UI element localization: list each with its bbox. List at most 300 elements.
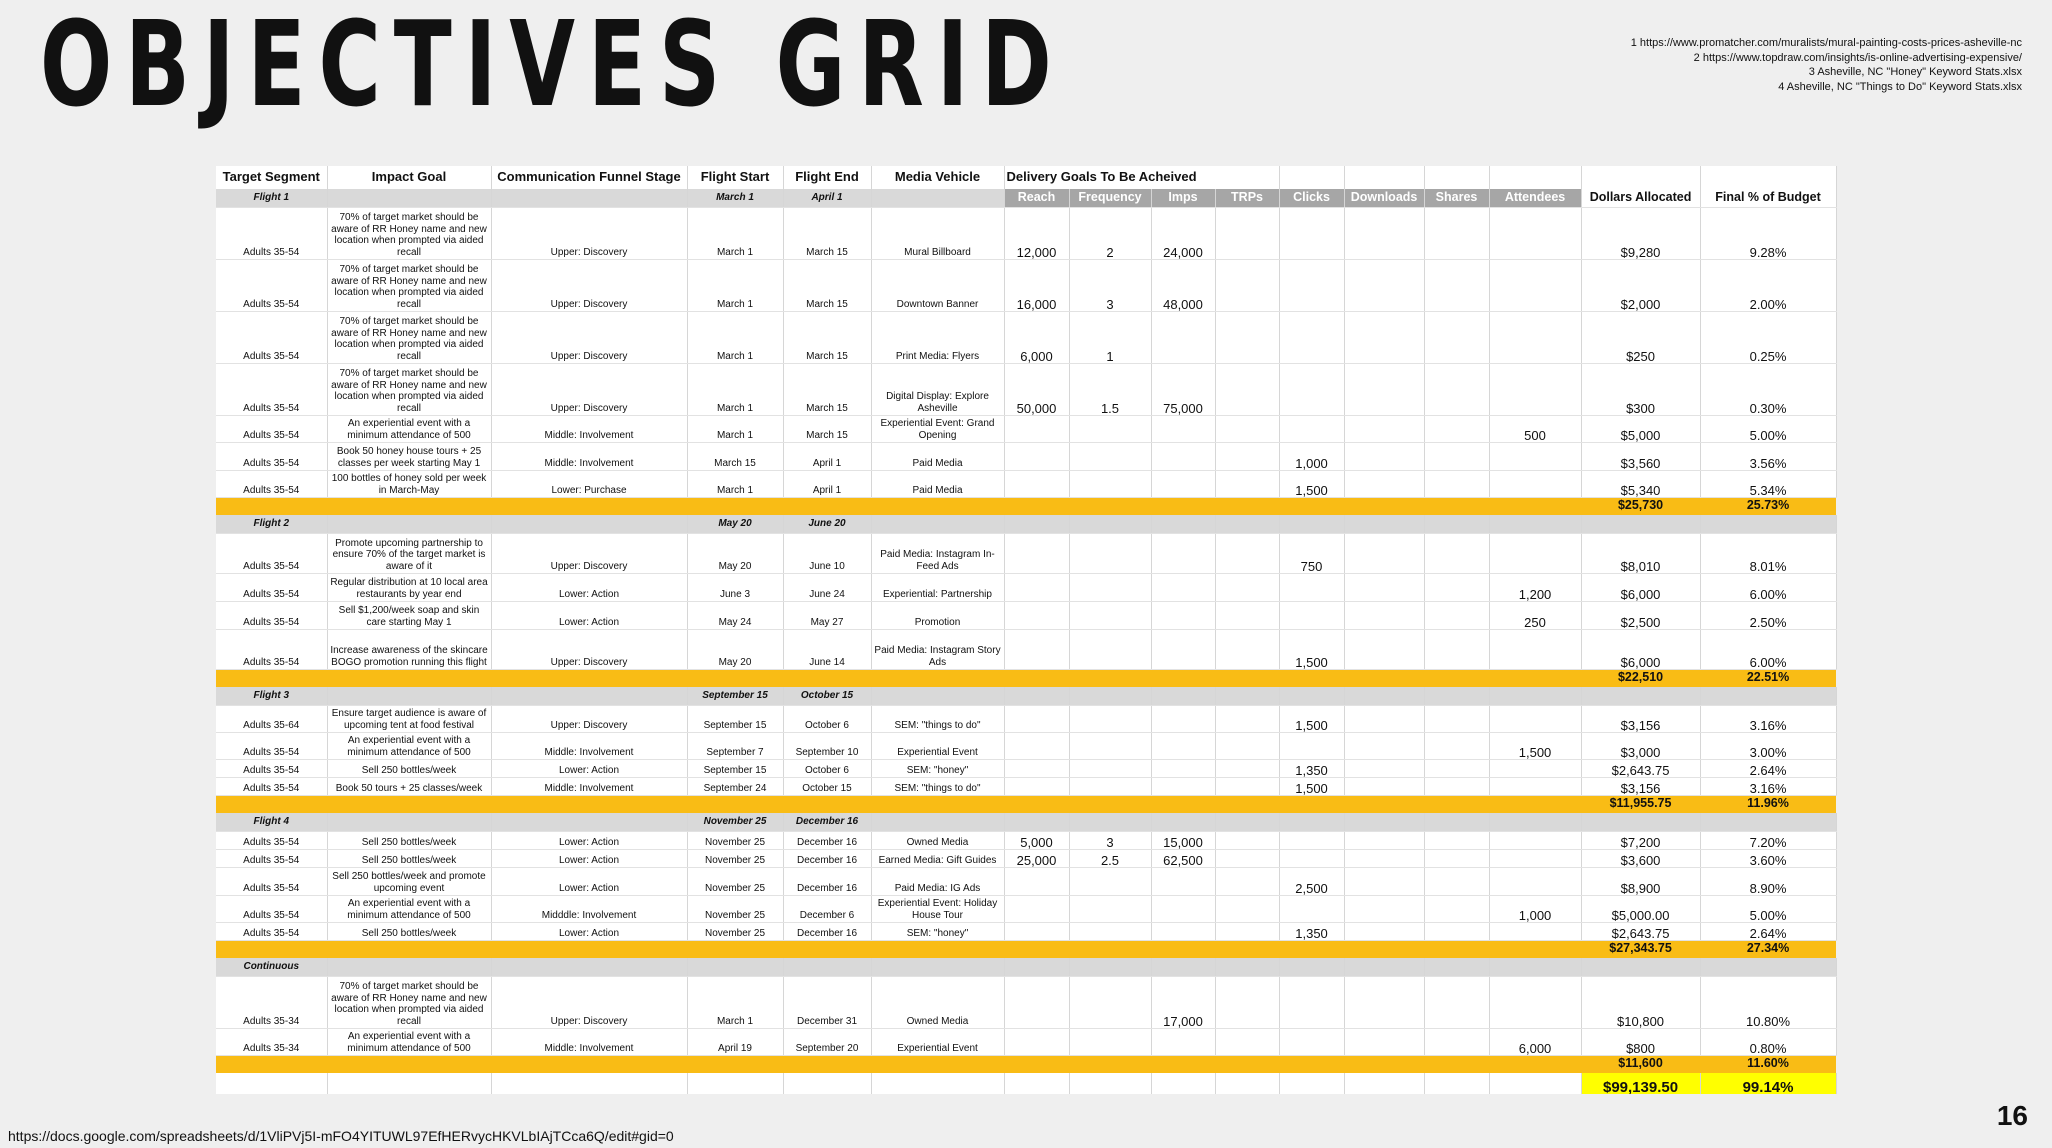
table-cell[interactable]: $800 (1581, 1029, 1700, 1056)
table-cell[interactable] (1215, 868, 1279, 896)
table-cell[interactable]: Adults 35-54 (216, 923, 327, 941)
flight-label[interactable]: Flight 1 (216, 189, 327, 208)
table-cell[interactable] (1344, 364, 1424, 416)
table-cell[interactable] (783, 1056, 871, 1074)
table-cell[interactable] (1215, 813, 1279, 832)
table-cell[interactable]: Middle: Involvement (491, 733, 687, 760)
table-cell[interactable]: April 1 (783, 443, 871, 471)
table-cell[interactable] (1004, 813, 1069, 832)
table-cell[interactable] (327, 1056, 491, 1074)
table-cell[interactable] (1151, 733, 1215, 760)
table-cell[interactable] (1004, 602, 1069, 630)
table-cell[interactable]: 3.00% (1700, 733, 1836, 760)
table-cell[interactable] (1424, 1056, 1489, 1074)
table-cell[interactable]: Adults 35-54 (216, 896, 327, 923)
table-cell[interactable] (1215, 602, 1279, 630)
flight-start[interactable]: November 25 (687, 813, 783, 832)
table-cell[interactable] (1279, 515, 1344, 534)
table-cell[interactable] (1069, 670, 1151, 688)
table-cell[interactable]: Adults 35-54 (216, 850, 327, 868)
table-cell[interactable]: 9.28% (1700, 208, 1836, 260)
source-url[interactable]: https://docs.google.com/spreadsheets/d/1VliPVj5I-mFO4YITUWL97EfHERvycHKVLbIAjTCca6Q/edit#gid=0 (8, 1128, 674, 1144)
table-cell[interactable] (1004, 498, 1069, 516)
table-cell[interactable]: 70% of target market should be aware of RR Honey name and new location when prompted via aided recall (327, 260, 491, 312)
table-cell[interactable] (1151, 498, 1215, 516)
table-cell[interactable] (1489, 1056, 1581, 1074)
table-cell[interactable]: Experiential Event: Grand Opening (871, 416, 1004, 443)
table-cell[interactable] (687, 796, 783, 814)
table-cell[interactable] (1424, 630, 1489, 670)
table-cell[interactable] (1344, 733, 1424, 760)
table-cell[interactable]: 3 (1069, 260, 1151, 312)
table-cell[interactable] (1004, 534, 1069, 574)
table-cell[interactable] (1424, 923, 1489, 941)
table-cell[interactable]: An experiential event with a minimum attendance of 500 (327, 896, 491, 923)
table-cell[interactable]: Experiential Event: Holiday House Tour (871, 896, 1004, 923)
table-cell[interactable] (1004, 471, 1069, 498)
table-cell[interactable] (491, 1056, 687, 1074)
table-cell[interactable] (1344, 670, 1424, 688)
table-cell[interactable] (1151, 670, 1215, 688)
table-cell[interactable] (1424, 941, 1489, 959)
table-cell[interactable]: November 25 (687, 896, 783, 923)
table-cell[interactable] (1700, 958, 1836, 977)
table-cell[interactable] (1581, 813, 1700, 832)
table-cell[interactable] (1004, 958, 1069, 977)
table-cell[interactable] (1215, 923, 1279, 941)
table-cell[interactable] (1489, 832, 1581, 850)
table-cell[interactable] (1700, 813, 1836, 832)
table-cell[interactable] (1069, 1029, 1151, 1056)
table-cell[interactable]: 75,000 (1151, 364, 1215, 416)
table-cell[interactable]: $2,000 (1581, 260, 1700, 312)
table-cell[interactable] (1215, 778, 1279, 796)
table-cell[interactable] (1424, 498, 1489, 516)
table-cell[interactable] (327, 687, 491, 706)
table-cell[interactable] (1151, 1056, 1215, 1074)
table-cell[interactable]: June 14 (783, 630, 871, 670)
table-cell[interactable] (1489, 260, 1581, 312)
table-cell[interactable]: March 15 (783, 208, 871, 260)
table-cell[interactable]: Adults 35-54 (216, 534, 327, 574)
table-cell[interactable]: 6.00% (1700, 574, 1836, 602)
table-cell[interactable] (687, 498, 783, 516)
table-cell[interactable]: October 6 (783, 760, 871, 778)
flight-start[interactable]: March 1 (687, 189, 783, 208)
table-cell[interactable] (1279, 733, 1344, 760)
table-cell[interactable]: May 27 (783, 602, 871, 630)
table-cell[interactable]: Middle: Involvement (491, 443, 687, 471)
table-cell[interactable] (1151, 312, 1215, 364)
table-cell[interactable] (1424, 260, 1489, 312)
table-cell[interactable] (1215, 498, 1279, 516)
table-cell[interactable]: 2 (1069, 208, 1151, 260)
flight-start[interactable]: September 15 (687, 687, 783, 706)
table-cell[interactable]: Lower: Action (491, 602, 687, 630)
table-cell[interactable] (1215, 733, 1279, 760)
table-cell[interactable]: Lower: Action (491, 868, 687, 896)
table-cell[interactable] (1215, 706, 1279, 733)
metric-header[interactable]: Attendees (1489, 189, 1581, 208)
total-dollars[interactable]: $22,510 (1581, 670, 1700, 688)
table-cell[interactable] (1489, 760, 1581, 778)
table-cell[interactable] (1424, 832, 1489, 850)
table-cell[interactable] (1151, 602, 1215, 630)
table-cell[interactable]: 3.60% (1700, 850, 1836, 868)
table-cell[interactable] (1489, 813, 1581, 832)
table-cell[interactable] (216, 1056, 327, 1074)
table-cell[interactable]: Lower: Purchase (491, 471, 687, 498)
table-cell[interactable]: 1,350 (1279, 760, 1344, 778)
table-cell[interactable] (1344, 850, 1424, 868)
table-cell[interactable]: Adults 35-34 (216, 977, 327, 1029)
table-cell[interactable] (871, 813, 1004, 832)
table-cell[interactable] (1069, 443, 1151, 471)
table-cell[interactable] (1215, 941, 1279, 959)
table-cell[interactable] (1489, 630, 1581, 670)
table-cell[interactable]: Experiential Event (871, 733, 1004, 760)
table-cell[interactable]: November 25 (687, 868, 783, 896)
table-cell[interactable]: Earned Media: Gift Guides (871, 850, 1004, 868)
table-cell[interactable] (1344, 416, 1424, 443)
table-cell[interactable]: June 24 (783, 574, 871, 602)
table-cell[interactable] (1279, 260, 1344, 312)
table-cell[interactable]: Adults 35-64 (216, 706, 327, 733)
table-cell[interactable] (1215, 977, 1279, 1029)
table-cell[interactable]: Adults 35-54 (216, 778, 327, 796)
table-cell[interactable]: December 6 (783, 896, 871, 923)
table-cell[interactable] (1279, 574, 1344, 602)
metric-header[interactable]: Downloads (1344, 189, 1424, 208)
table-cell[interactable] (871, 498, 1004, 516)
table-cell[interactable]: March 1 (687, 260, 783, 312)
table-cell[interactable] (1489, 706, 1581, 733)
table-cell[interactable]: 1 (1069, 312, 1151, 364)
table-cell[interactable] (1279, 498, 1344, 516)
table-cell[interactable]: An experiential event with a minimum attendance of 500 (327, 733, 491, 760)
table-cell[interactable]: 70% of target market should be aware of RR Honey name and new location when prompted via aided recall (327, 364, 491, 416)
table-cell[interactable] (1279, 850, 1344, 868)
table-cell[interactable] (491, 796, 687, 814)
table-cell[interactable] (1424, 312, 1489, 364)
metric-header[interactable]: Reach (1004, 189, 1069, 208)
table-cell[interactable] (1151, 778, 1215, 796)
table-cell[interactable] (1151, 515, 1215, 534)
table-cell[interactable]: Paid Media (871, 471, 1004, 498)
table-cell[interactable]: $300 (1581, 364, 1700, 416)
table-cell[interactable]: 3.56% (1700, 443, 1836, 471)
table-cell[interactable] (687, 1073, 783, 1094)
table-cell[interactable] (1004, 941, 1069, 959)
table-cell[interactable] (1151, 796, 1215, 814)
table-cell[interactable]: Ensure target audience is aware of upcoming tent at food festival (327, 706, 491, 733)
table-cell[interactable]: Upper: Discovery (491, 364, 687, 416)
table-cell[interactable] (491, 498, 687, 516)
table-cell[interactable]: December 16 (783, 850, 871, 868)
table-cell[interactable] (327, 498, 491, 516)
flight-label[interactable]: Flight 2 (216, 515, 327, 534)
table-cell[interactable] (783, 670, 871, 688)
table-cell[interactable]: $5,000.00 (1581, 896, 1700, 923)
table-cell[interactable]: 5,000 (1004, 832, 1069, 850)
table-cell[interactable] (1069, 958, 1151, 977)
table-cell[interactable] (1004, 977, 1069, 1029)
table-cell[interactable] (1424, 760, 1489, 778)
table-cell[interactable] (1151, 868, 1215, 896)
total-dollars[interactable]: $11,600 (1581, 1056, 1700, 1074)
table-cell[interactable] (1344, 977, 1424, 1029)
table-cell[interactable] (1215, 1056, 1279, 1074)
table-cell[interactable] (1489, 443, 1581, 471)
table-cell[interactable]: SEM: "honey" (871, 760, 1004, 778)
table-cell[interactable] (1344, 515, 1424, 534)
table-cell[interactable] (783, 498, 871, 516)
table-cell[interactable] (1004, 574, 1069, 602)
table-cell[interactable]: 1.5 (1069, 364, 1151, 416)
table-cell[interactable]: $5,000 (1581, 416, 1700, 443)
table-cell[interactable] (327, 1073, 491, 1094)
metric-header[interactable]: Clicks (1279, 189, 1344, 208)
table-cell[interactable]: 1,500 (1489, 733, 1581, 760)
table-cell[interactable]: Upper: Discovery (491, 706, 687, 733)
table-cell[interactable] (1215, 515, 1279, 534)
table-cell[interactable]: 1,350 (1279, 923, 1344, 941)
table-cell[interactable] (1069, 1073, 1151, 1094)
table-cell[interactable] (1215, 760, 1279, 778)
table-cell[interactable] (1004, 760, 1069, 778)
table-cell[interactable] (871, 796, 1004, 814)
table-cell[interactable]: Lower: Action (491, 760, 687, 778)
table-cell[interactable]: March 1 (687, 364, 783, 416)
table-cell[interactable] (1489, 977, 1581, 1029)
table-cell[interactable]: Sell 250 bottles/week (327, 923, 491, 941)
table-cell[interactable] (1279, 1056, 1344, 1074)
table-cell[interactable]: 15,000 (1151, 832, 1215, 850)
table-cell[interactable]: December 16 (783, 923, 871, 941)
table-cell[interactable] (1215, 850, 1279, 868)
table-cell[interactable] (1215, 832, 1279, 850)
table-cell[interactable] (1424, 796, 1489, 814)
table-cell[interactable] (1344, 923, 1424, 941)
table-cell[interactable] (1004, 1056, 1069, 1074)
table-cell[interactable] (491, 1073, 687, 1094)
table-cell[interactable] (1489, 498, 1581, 516)
table-cell[interactable]: March 1 (687, 977, 783, 1029)
table-cell[interactable]: Promote upcoming partnership to ensure 70% of the target market is aware of it (327, 534, 491, 574)
table-cell[interactable]: 8.90% (1700, 868, 1836, 896)
table-cell[interactable]: 5.34% (1700, 471, 1836, 498)
table-cell[interactable] (491, 515, 687, 534)
table-cell[interactable]: Adults 35-54 (216, 574, 327, 602)
table-cell[interactable] (1344, 602, 1424, 630)
table-cell[interactable] (1581, 958, 1700, 977)
table-cell[interactable] (1344, 868, 1424, 896)
table-cell[interactable] (491, 670, 687, 688)
table-cell[interactable]: 16,000 (1004, 260, 1069, 312)
table-cell[interactable] (1344, 760, 1424, 778)
table-cell[interactable]: $3,156 (1581, 706, 1700, 733)
table-cell[interactable] (491, 941, 687, 959)
table-cell[interactable]: October 6 (783, 706, 871, 733)
table-cell[interactable] (871, 687, 1004, 706)
table-cell[interactable]: Owned Media (871, 977, 1004, 1029)
table-cell[interactable] (216, 498, 327, 516)
table-cell[interactable] (1004, 630, 1069, 670)
table-cell[interactable] (1069, 896, 1151, 923)
table-cell[interactable]: 3 (1069, 832, 1151, 850)
table-cell[interactable]: Upper: Discovery (491, 977, 687, 1029)
table-cell[interactable] (871, 189, 1004, 208)
table-cell[interactable] (1344, 260, 1424, 312)
table-cell[interactable] (1151, 760, 1215, 778)
table-cell[interactable]: Upper: Discovery (491, 312, 687, 364)
table-cell[interactable] (1004, 515, 1069, 534)
table-cell[interactable] (1489, 364, 1581, 416)
table-cell[interactable] (1215, 1073, 1279, 1094)
table-cell[interactable] (1215, 208, 1279, 260)
table-cell[interactable]: September 15 (687, 706, 783, 733)
table-cell[interactable]: Increase awareness of the skincare BOGO promotion running this flight (327, 630, 491, 670)
table-cell[interactable] (1424, 602, 1489, 630)
table-cell[interactable] (1279, 832, 1344, 850)
table-cell[interactable]: March 15 (783, 260, 871, 312)
table-cell[interactable] (1151, 574, 1215, 602)
table-cell[interactable]: June 10 (783, 534, 871, 574)
table-cell[interactable] (1424, 813, 1489, 832)
flight-end[interactable]: October 15 (783, 687, 871, 706)
table-cell[interactable]: Experiential Event (871, 1029, 1004, 1056)
table-cell[interactable]: Lower: Action (491, 574, 687, 602)
table-cell[interactable] (1424, 574, 1489, 602)
table-cell[interactable]: 24,000 (1151, 208, 1215, 260)
table-cell[interactable]: November 25 (687, 923, 783, 941)
table-cell[interactable] (1424, 471, 1489, 498)
table-cell[interactable] (1489, 534, 1581, 574)
table-cell[interactable] (1151, 416, 1215, 443)
table-cell[interactable] (327, 813, 491, 832)
table-cell[interactable]: March 1 (687, 312, 783, 364)
table-cell[interactable]: 500 (1489, 416, 1581, 443)
table-cell[interactable]: Adults 35-34 (216, 1029, 327, 1056)
table-cell[interactable]: March 1 (687, 416, 783, 443)
table-cell[interactable]: September 7 (687, 733, 783, 760)
table-cell[interactable] (1069, 630, 1151, 670)
table-cell[interactable]: Adults 35-54 (216, 416, 327, 443)
table-cell[interactable]: 0.25% (1700, 312, 1836, 364)
table-cell[interactable] (1279, 813, 1344, 832)
table-cell[interactable] (1489, 796, 1581, 814)
table-cell[interactable] (687, 1056, 783, 1074)
table-cell[interactable] (1344, 498, 1424, 516)
table-cell[interactable]: 250 (1489, 602, 1581, 630)
table-cell[interactable]: $2,643.75 (1581, 923, 1700, 941)
table-cell[interactable] (1424, 977, 1489, 1029)
table-cell[interactable]: 0.30% (1700, 364, 1836, 416)
table-cell[interactable] (1424, 515, 1489, 534)
table-cell[interactable] (1004, 1073, 1069, 1094)
table-cell[interactable] (1004, 868, 1069, 896)
table-cell[interactable]: Middle: Involvement (491, 416, 687, 443)
table-cell[interactable]: Upper: Discovery (491, 534, 687, 574)
table-cell[interactable] (1344, 796, 1424, 814)
table-cell[interactable] (327, 958, 491, 977)
table-cell[interactable] (1279, 364, 1344, 416)
table-cell[interactable] (1344, 574, 1424, 602)
table-cell[interactable]: Paid Media: IG Ads (871, 868, 1004, 896)
table-cell[interactable]: 10.80% (1700, 977, 1836, 1029)
table-cell[interactable]: Book 50 tours + 25 classes/week (327, 778, 491, 796)
table-cell[interactable]: September 24 (687, 778, 783, 796)
grand-total-dollars[interactable]: $99,139.50 (1581, 1073, 1700, 1094)
table-cell[interactable] (327, 670, 491, 688)
table-cell[interactable]: May 20 (687, 630, 783, 670)
table-cell[interactable] (1151, 1073, 1215, 1094)
table-cell[interactable]: Owned Media (871, 832, 1004, 850)
table-cell[interactable]: Experiential: Partnership (871, 574, 1004, 602)
flight-label[interactable]: Continuous (216, 958, 327, 977)
table-cell[interactable] (687, 670, 783, 688)
table-cell[interactable]: 17,000 (1151, 977, 1215, 1029)
table-cell[interactable] (1215, 896, 1279, 923)
table-cell[interactable]: 50,000 (1004, 364, 1069, 416)
table-cell[interactable]: $8,010 (1581, 534, 1700, 574)
table-cell[interactable] (1344, 896, 1424, 923)
table-cell[interactable] (1069, 498, 1151, 516)
table-cell[interactable] (1489, 687, 1581, 706)
table-cell[interactable] (491, 189, 687, 208)
table-cell[interactable]: Book 50 honey house tours + 25 classes per week starting May 1 (327, 443, 491, 471)
table-cell[interactable]: 0.80% (1700, 1029, 1836, 1056)
metric-header[interactable]: Final % of Budget (1700, 189, 1836, 208)
table-cell[interactable]: March 15 (687, 443, 783, 471)
table-cell[interactable] (1489, 471, 1581, 498)
table-cell[interactable]: $2,643.75 (1581, 760, 1700, 778)
table-cell[interactable]: $5,340 (1581, 471, 1700, 498)
table-cell[interactable] (1069, 733, 1151, 760)
table-cell[interactable]: 1,200 (1489, 574, 1581, 602)
metric-header[interactable]: Dollars Allocated (1581, 189, 1700, 208)
table-cell[interactable] (1069, 687, 1151, 706)
table-cell[interactable] (783, 1073, 871, 1094)
table-cell[interactable]: Lower: Action (491, 923, 687, 941)
table-cell[interactable] (1700, 687, 1836, 706)
table-cell[interactable] (1004, 687, 1069, 706)
table-cell[interactable] (1069, 1056, 1151, 1074)
table-cell[interactable] (1424, 534, 1489, 574)
table-cell[interactable]: Downtown Banner (871, 260, 1004, 312)
table-cell[interactable] (1069, 923, 1151, 941)
table-cell[interactable]: Promotion (871, 602, 1004, 630)
table-cell[interactable]: Sell 250 bottles/week and promote upcoming event (327, 868, 491, 896)
table-cell[interactable] (1151, 706, 1215, 733)
table-cell[interactable] (687, 941, 783, 959)
table-cell[interactable] (1069, 574, 1151, 602)
table-cell[interactable]: 2.5 (1069, 850, 1151, 868)
table-cell[interactable]: 5.00% (1700, 896, 1836, 923)
table-cell[interactable] (1279, 896, 1344, 923)
table-cell[interactable]: 1,500 (1279, 630, 1344, 670)
table-cell[interactable] (1004, 706, 1069, 733)
table-cell[interactable]: 2.50% (1700, 602, 1836, 630)
table-cell[interactable]: Middle: Involvement (491, 778, 687, 796)
table-cell[interactable] (1069, 778, 1151, 796)
table-cell[interactable]: Adults 35-54 (216, 364, 327, 416)
table-cell[interactable] (1215, 796, 1279, 814)
table-cell[interactable] (1581, 687, 1700, 706)
table-cell[interactable] (1279, 312, 1344, 364)
table-cell[interactable]: 1,500 (1279, 778, 1344, 796)
table-cell[interactable]: March 15 (783, 416, 871, 443)
